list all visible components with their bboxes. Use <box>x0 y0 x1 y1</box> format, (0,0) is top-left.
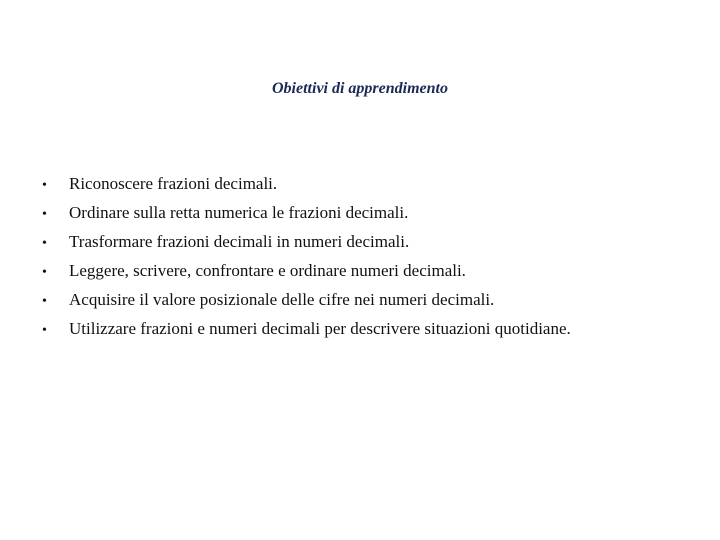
objectives-list <box>42 174 702 348</box>
slide-title: Obiettivi di apprendimento <box>272 80 448 97</box>
list-item-text: Utilizzare frazioni e numeri decimali per descrivere situazioni quotidiane. <box>69 319 571 338</box>
bullet-icon: • <box>42 323 47 338</box>
list-item-text: Trasformare frazioni decimali in numeri decimali. <box>69 232 410 251</box>
bullet-icon: • <box>42 236 47 251</box>
bullet-icon: • <box>42 265 47 280</box>
list-item <box>42 290 702 319</box>
list-item <box>42 174 702 203</box>
list-item <box>42 203 702 232</box>
bullet-icon: • <box>42 207 47 222</box>
bullet-icon: • <box>42 294 47 309</box>
list-item-text: Acquisire il valore posizionale delle cifre nei numeri decimali. <box>69 290 495 309</box>
list-item <box>42 261 702 290</box>
list-item-text: Ordinare sulla retta numerica le frazioni decimali. <box>69 203 409 222</box>
list-item-text: Leggere, scrivere, confrontare e ordinare numeri decimali. <box>69 261 466 280</box>
list-item <box>42 319 702 348</box>
list-item-text: Riconoscere frazioni decimali. <box>69 174 278 193</box>
bullet-icon: • <box>42 178 47 193</box>
list-item <box>42 232 702 261</box>
